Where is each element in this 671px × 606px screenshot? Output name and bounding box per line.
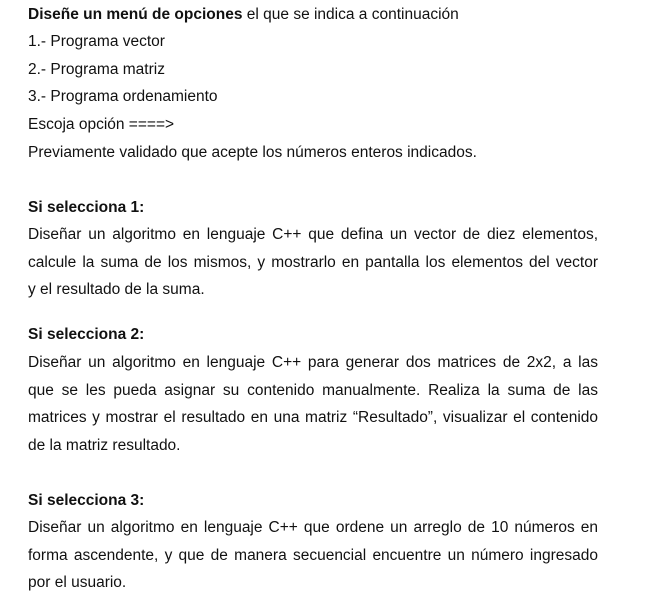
- section-3-paragraph: [28, 514, 598, 597]
- section-3-line-3: por el usuario.: [28, 574, 127, 591]
- menu-option-1: 1.- Programa vector: [28, 33, 165, 50]
- section-3-line-1: Diseñar un algoritmo en lenguaje C++ que ordene un arreglo de 10 números en: [28, 519, 598, 536]
- section-2-paragraph: [28, 349, 598, 459]
- intro-title-rest: el que se indica a continuación: [242, 6, 459, 23]
- section-1-paragraph: [28, 221, 598, 304]
- section-2-line-3: matrices y mostrar el resultado en una matriz “Resultado”, visualizar el contenido: [28, 409, 598, 426]
- validation-note: Previamente validado que acepte los números enteros indicados.: [28, 144, 477, 161]
- section-3-line-2: forma ascendente, y que de manera secuencial encuentre un número ingresado: [28, 546, 598, 564]
- section-1-line-2: calcule la suma de los mismos, y mostrarlo en pantalla los elementos del vector: [28, 253, 598, 271]
- choose-option-prompt: Escoja opción ====>: [28, 116, 175, 133]
- menu-option-3: 3.- Programa ordenamiento: [28, 88, 218, 105]
- section-1-line-1: Diseñar un algoritmo en lenguaje C++ que defina un vector de diez elementos,: [28, 226, 598, 243]
- menu-option-2: 2.- Programa matriz: [28, 61, 165, 78]
- intro-title-bold: Diseñe un menú de opciones: [28, 6, 243, 23]
- section-2-line-4: de la matriz resultado.: [28, 436, 181, 454]
- section-2-heading: Si selecciona 2:: [28, 326, 145, 343]
- section-1-heading: Si selecciona 1:: [28, 199, 145, 216]
- section-2-line-1: Diseñar un algoritmo en lenguaje C++ para generar dos matrices de 2x2, a las: [28, 354, 598, 371]
- section-3-heading: Si selecciona 3:: [28, 492, 145, 509]
- section-1-line-3: y el resultado de la suma.: [28, 281, 205, 298]
- intro-title: [28, 5, 459, 25]
- section-2-line-2: que se les pueda asignar su contenido manualmente. Realiza la suma de las: [28, 381, 598, 399]
